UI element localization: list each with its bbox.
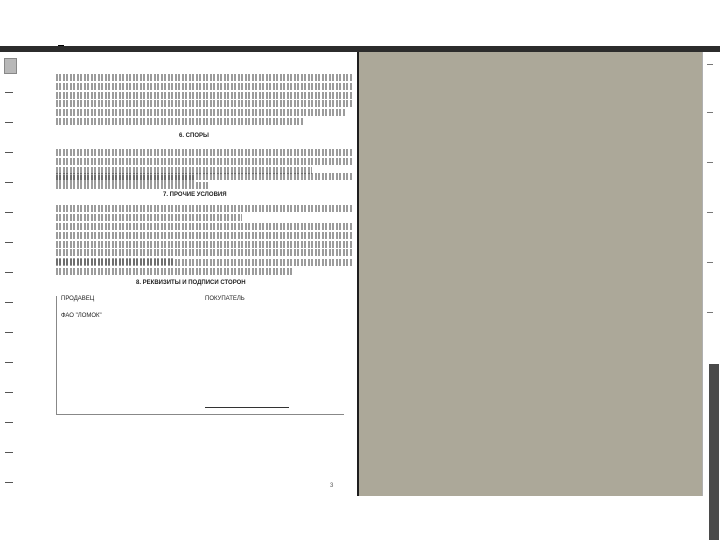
ruler-tick [5, 482, 13, 483]
text-line [56, 158, 352, 165]
text-line [56, 214, 242, 221]
paragraph-5-2 [56, 74, 352, 127]
paragraph-7-1 [56, 205, 352, 223]
text-line [56, 259, 352, 266]
text-line [56, 205, 352, 212]
ruler-tick [5, 92, 13, 93]
buyer-label: ПОКУПАТЕЛЬ [205, 296, 245, 302]
section-6-heading: 6. СПОРЫ [179, 133, 209, 139]
ruler-tick [5, 212, 13, 213]
ruler-tick [5, 242, 13, 243]
page-left-margin [20, 52, 36, 496]
text-line [56, 232, 352, 239]
text-line [56, 118, 304, 125]
text-line [56, 100, 352, 107]
text-line [56, 109, 346, 116]
seller-label: ПРОДАВЕЦ [61, 296, 95, 302]
text-line [56, 92, 352, 99]
text-line [56, 241, 352, 248]
buyer-signature-line [205, 407, 289, 408]
scrollbar-tick [707, 64, 713, 65]
ruler-tick [5, 152, 13, 153]
document-page[interactable] [36, 52, 359, 496]
text-line [56, 173, 352, 180]
section-7-heading: 7. ПРОЧИЕ УСЛОВИЯ [163, 192, 227, 198]
text-line [56, 149, 352, 156]
ruler-tick [5, 272, 13, 273]
page-number: 3 [330, 483, 334, 489]
scrollbar-tick [707, 262, 713, 263]
ruler-tick [5, 392, 13, 393]
text-line [56, 223, 352, 230]
scrollbar-thumb[interactable] [709, 364, 719, 540]
ruler-tick [5, 332, 13, 333]
scrollbar-tick [707, 112, 713, 113]
paragraph-6-2 [56, 173, 352, 191]
ruler-tick [5, 362, 13, 363]
text-line [56, 74, 352, 81]
scrollbar-tick [707, 312, 713, 313]
text-line [56, 268, 292, 275]
seller-company: ФАО "ЛОМОК" [61, 313, 102, 319]
page-corner-mark [58, 45, 64, 46]
section-8-heading: 8. РЕКВИЗИТЫ И ПОДПИСИ СТОРОН [136, 280, 246, 286]
ruler-tick [5, 422, 13, 423]
vertical-ruler[interactable] [0, 52, 21, 496]
scrollbar-tick [707, 212, 713, 213]
ruler-tick [5, 182, 13, 183]
ruler-tick [5, 452, 13, 453]
text-line [56, 182, 208, 189]
text-line [56, 249, 352, 256]
vertical-scrollbar[interactable] [702, 52, 720, 496]
ruler-margin-marker[interactable] [4, 58, 17, 74]
ruler-tick [5, 122, 13, 123]
scrollbar-tick [707, 162, 713, 163]
signature-table [56, 296, 344, 415]
ruler-tick [5, 302, 13, 303]
paragraph-7-3 [56, 259, 352, 277]
text-line [56, 83, 352, 90]
